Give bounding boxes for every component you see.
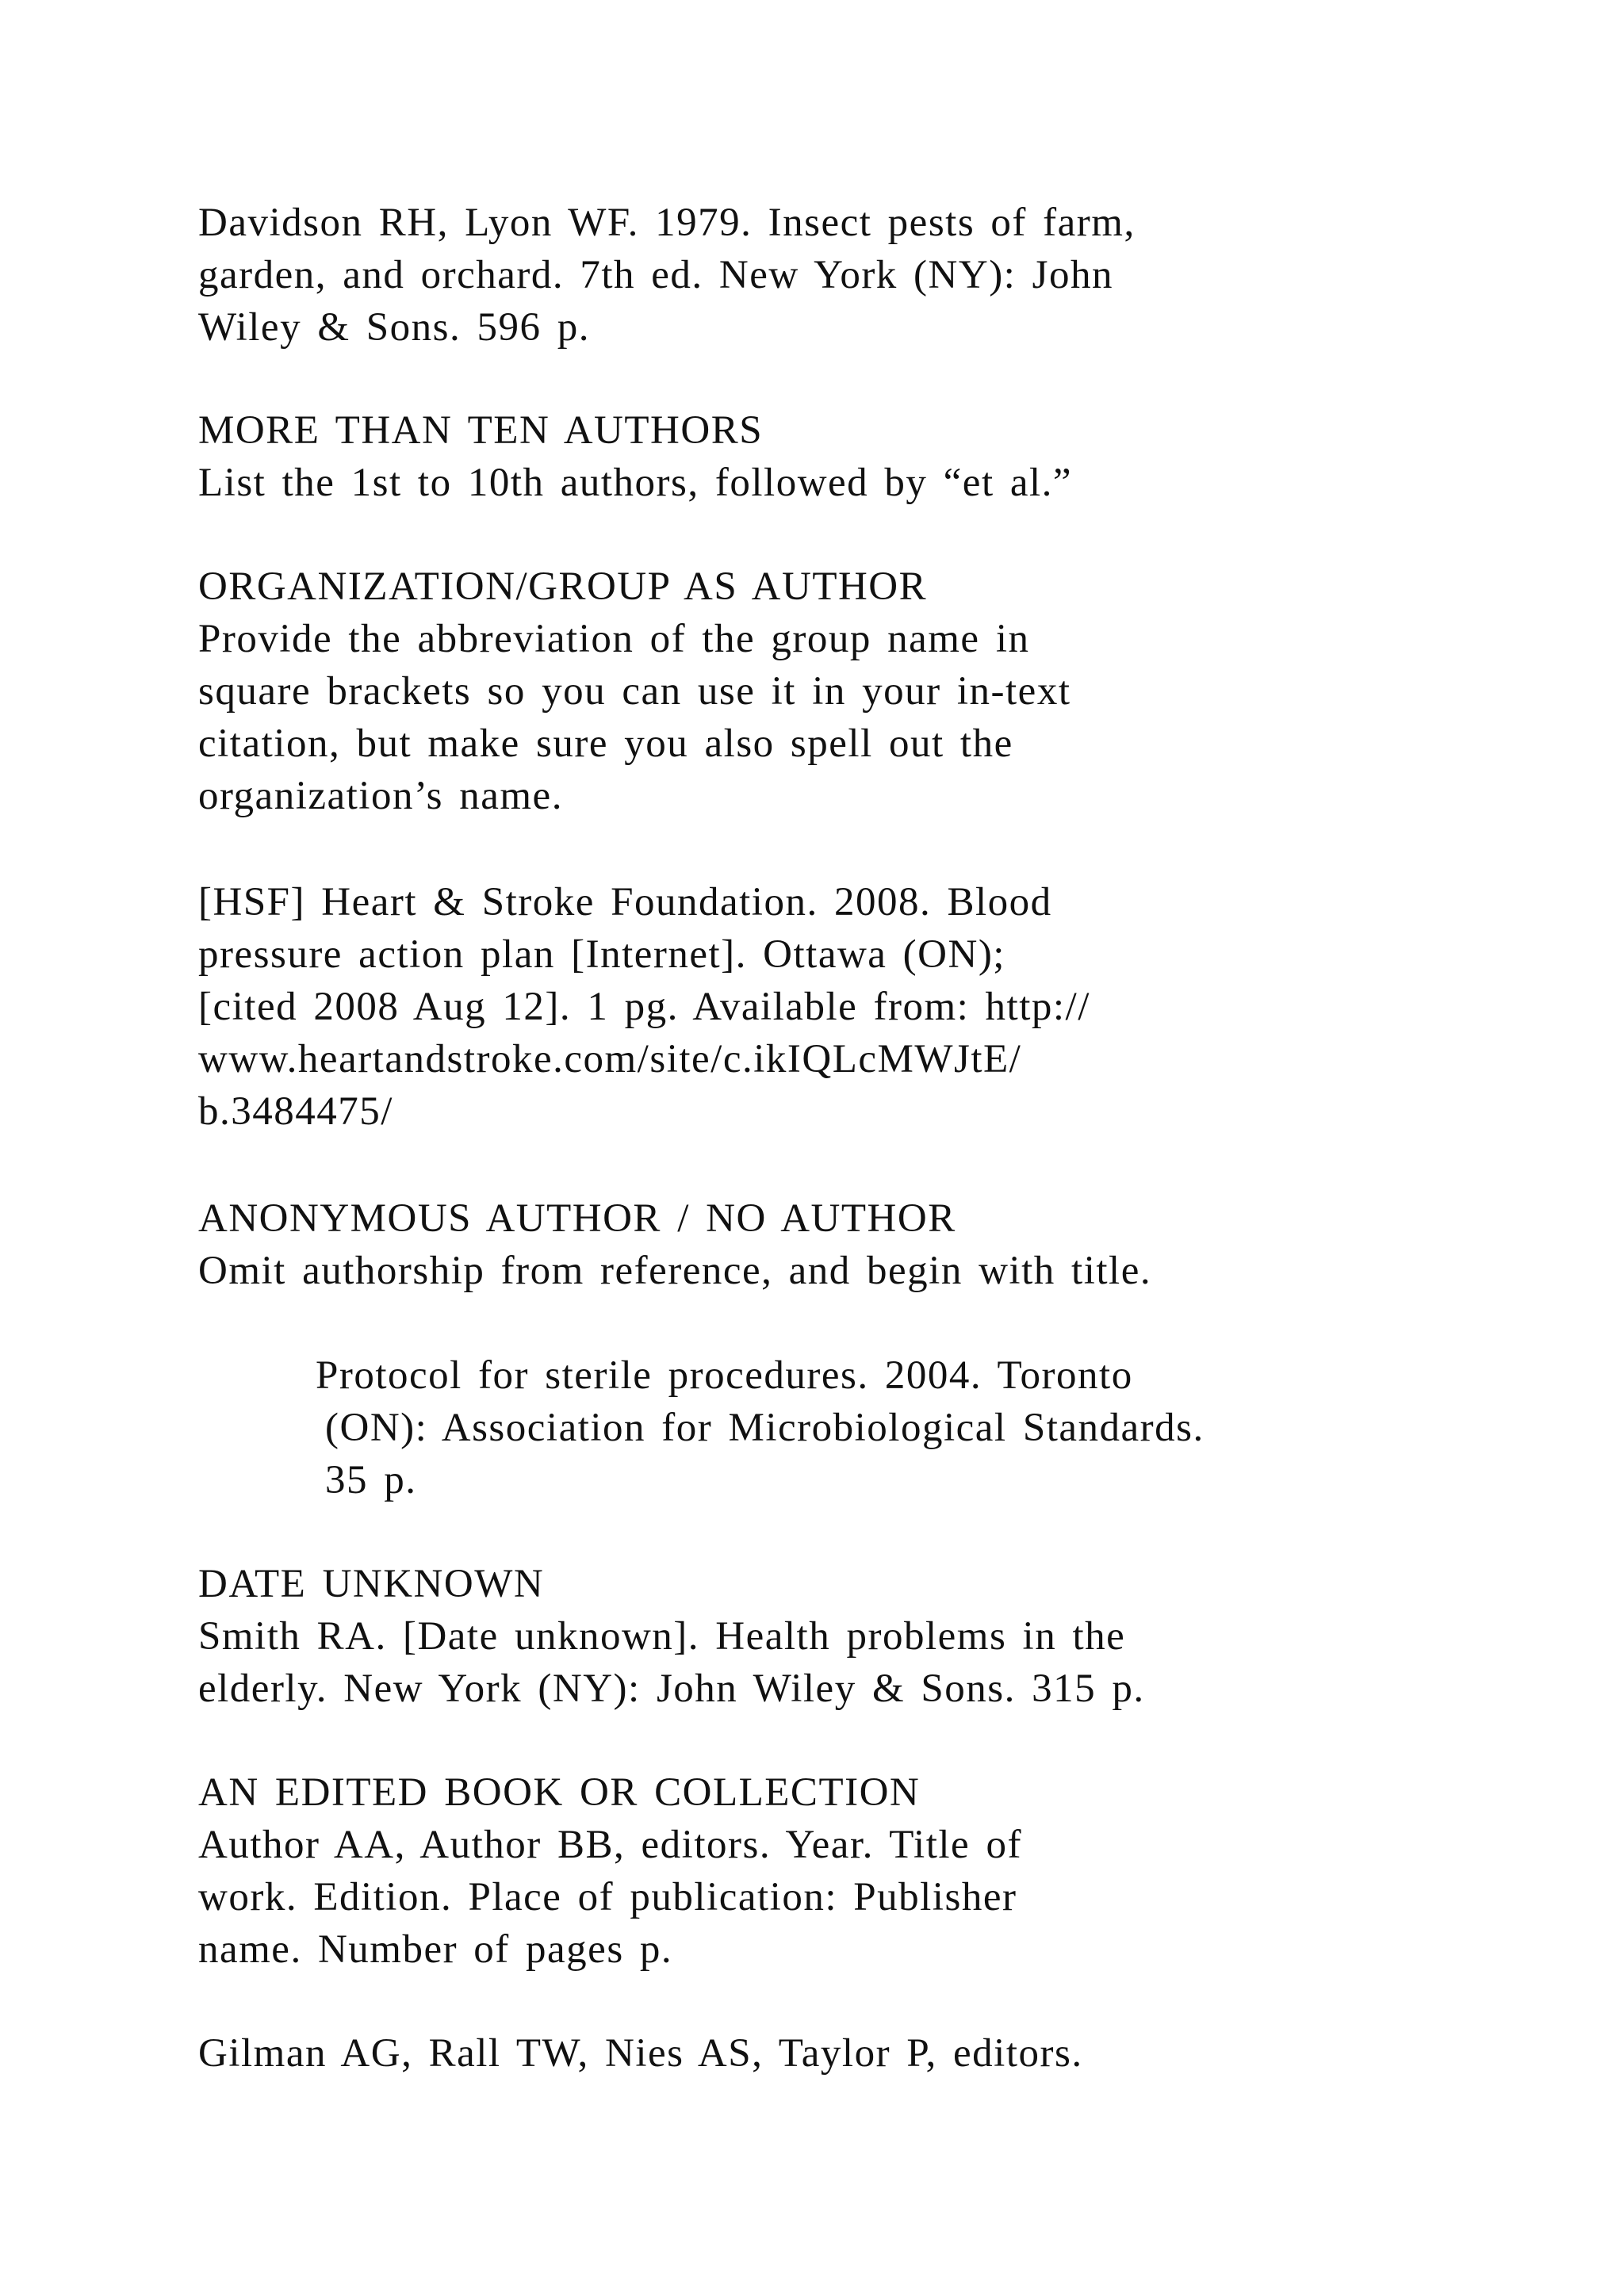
text-line: Davidson RH, Lyon WF. 1979. Insect pests of farm,	[198, 201, 1136, 245]
text-line: Gilman AG, Rall TW, Nies AS, Taylor P, editors.	[198, 2031, 1083, 2076]
section-heading: ANONYMOUS AUTHOR / NO AUTHOR	[198, 1196, 956, 1241]
text-line: garden, and orchard. 7th ed. New York (NY): John	[198, 253, 1113, 297]
text-line: elderly. New York (NY): John Wiley & Sons. 315 p.	[198, 1667, 1145, 1711]
text-line: citation, but make sure you also spell out the	[198, 721, 1013, 766]
text-line: (ON): Association for Microbiological Standards.	[325, 1406, 1205, 1450]
text-line: name. Number of pages p.	[198, 1927, 673, 1972]
section-heading: AN EDITED BOOK OR COLLECTION	[198, 1770, 921, 1815]
section-heading: DATE UNKNOWN	[198, 1562, 545, 1606]
section-heading: ORGANIZATION/GROUP AS AUTHOR	[198, 564, 928, 609]
text-line: Wiley & Sons. 596 p.	[198, 305, 590, 350]
text-line: Author AA, Author BB, editors. Year. Title of	[198, 1823, 1022, 1867]
text-line: work. Edition. Place of publication: Publisher	[198, 1875, 1017, 1919]
text-line: square brackets so you can use it in your in-text	[198, 669, 1071, 714]
text-line: organization’s name.	[198, 774, 563, 818]
text-line: Protocol for sterile procedures. 2004. Toronto	[316, 1353, 1133, 1398]
text-line: List the 1st to 10th authors, followed by “et al.”	[198, 461, 1073, 505]
text-line: 35 p.	[325, 1458, 417, 1502]
text-line: b.3484475/	[198, 1089, 393, 1134]
text-line: Smith RA. [Date unknown]. Health problems in the	[198, 1614, 1126, 1659]
text-line: www.heartandstroke.com/site/c.ikIQLcMWJtE/	[198, 1037, 1022, 1081]
text-line: pressure action plan [Internet]. Ottawa (ON);	[198, 932, 1005, 977]
text-line: Omit authorship from reference, and begin with title.	[198, 1249, 1152, 1293]
text-line: Provide the abbreviation of the group name in	[198, 617, 1030, 661]
text-line: [HSF] Heart & Stroke Foundation. 2008. Blood	[198, 880, 1052, 924]
section-heading: MORE THAN TEN AUTHORS	[198, 408, 764, 453]
text-line: [cited 2008 Aug 12]. 1 pg. Available from: http://	[198, 985, 1090, 1029]
